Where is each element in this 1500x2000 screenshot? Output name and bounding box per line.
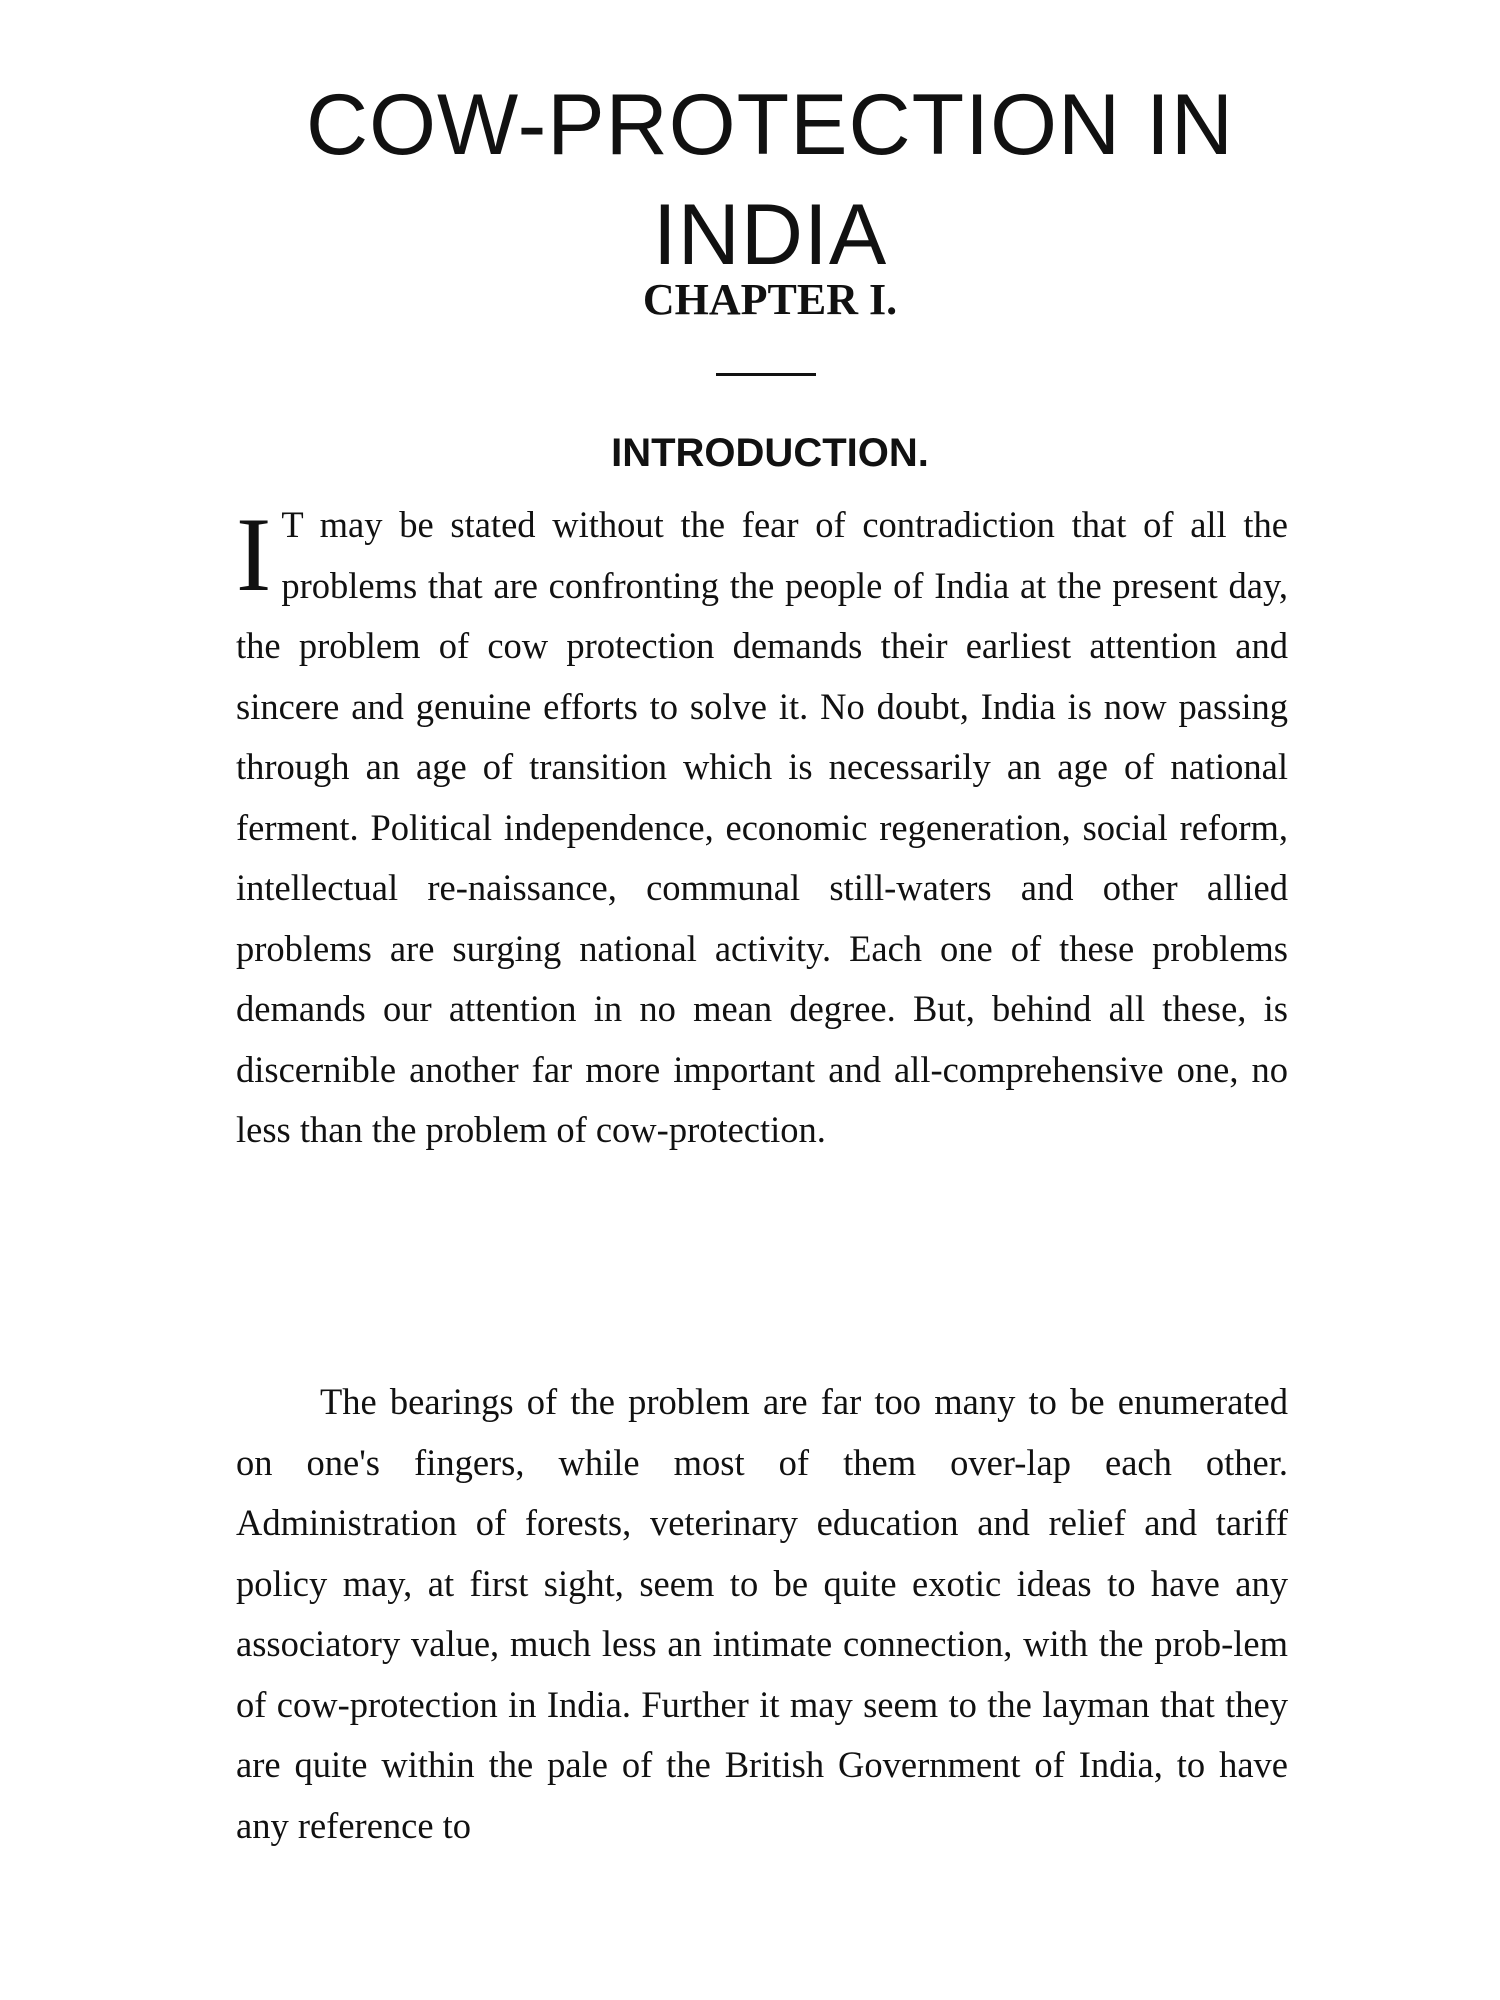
section-title: INTRODUCTION. — [611, 431, 929, 475]
paragraph-2 — [236, 1372, 1288, 1856]
paragraph-2-text: The bearings of the problem are far too many to be enumerated on one's fingers, while most of them over-lap each other. Administration of forests, veterinary education and relief and tariff policy may, at first sight, seem to be quite exotic ideas to have any associatory value, much less an intimate connection, with the prob-lem of cow-protection in India. Further it may seem to the layman that they are quite within the pale of the British Government of India, to have any reference to — [236, 1381, 1288, 1846]
drop-cap: I — [236, 496, 272, 613]
chapter-divider — [716, 373, 816, 376]
chapter-heading: CHAPTER I. — [642, 275, 898, 324]
paragraph-1 — [236, 495, 1288, 1161]
paragraph-1-text: T may be stated without the fear of contradiction that of all the problems that are confronting the people of India at the present day, the problem of cow protection demands their earliest attention and sincere and genuine efforts to solve it. No doubt, India is now passing through an age of transition which is necessarily an age of national ferment. Political independence, economic regeneration, social reform, intellectual re-naissance, communal still-waters and other allied problems are surging national activity. Each one of these problems demands our attention in no mean degree. But, behind all these, is discernible another far more important and all-comprehensive one, no less than the problem of cow-protection. — [236, 504, 1288, 1150]
book-title: COW-PROTECTION IN INDIA — [306, 77, 1234, 283]
